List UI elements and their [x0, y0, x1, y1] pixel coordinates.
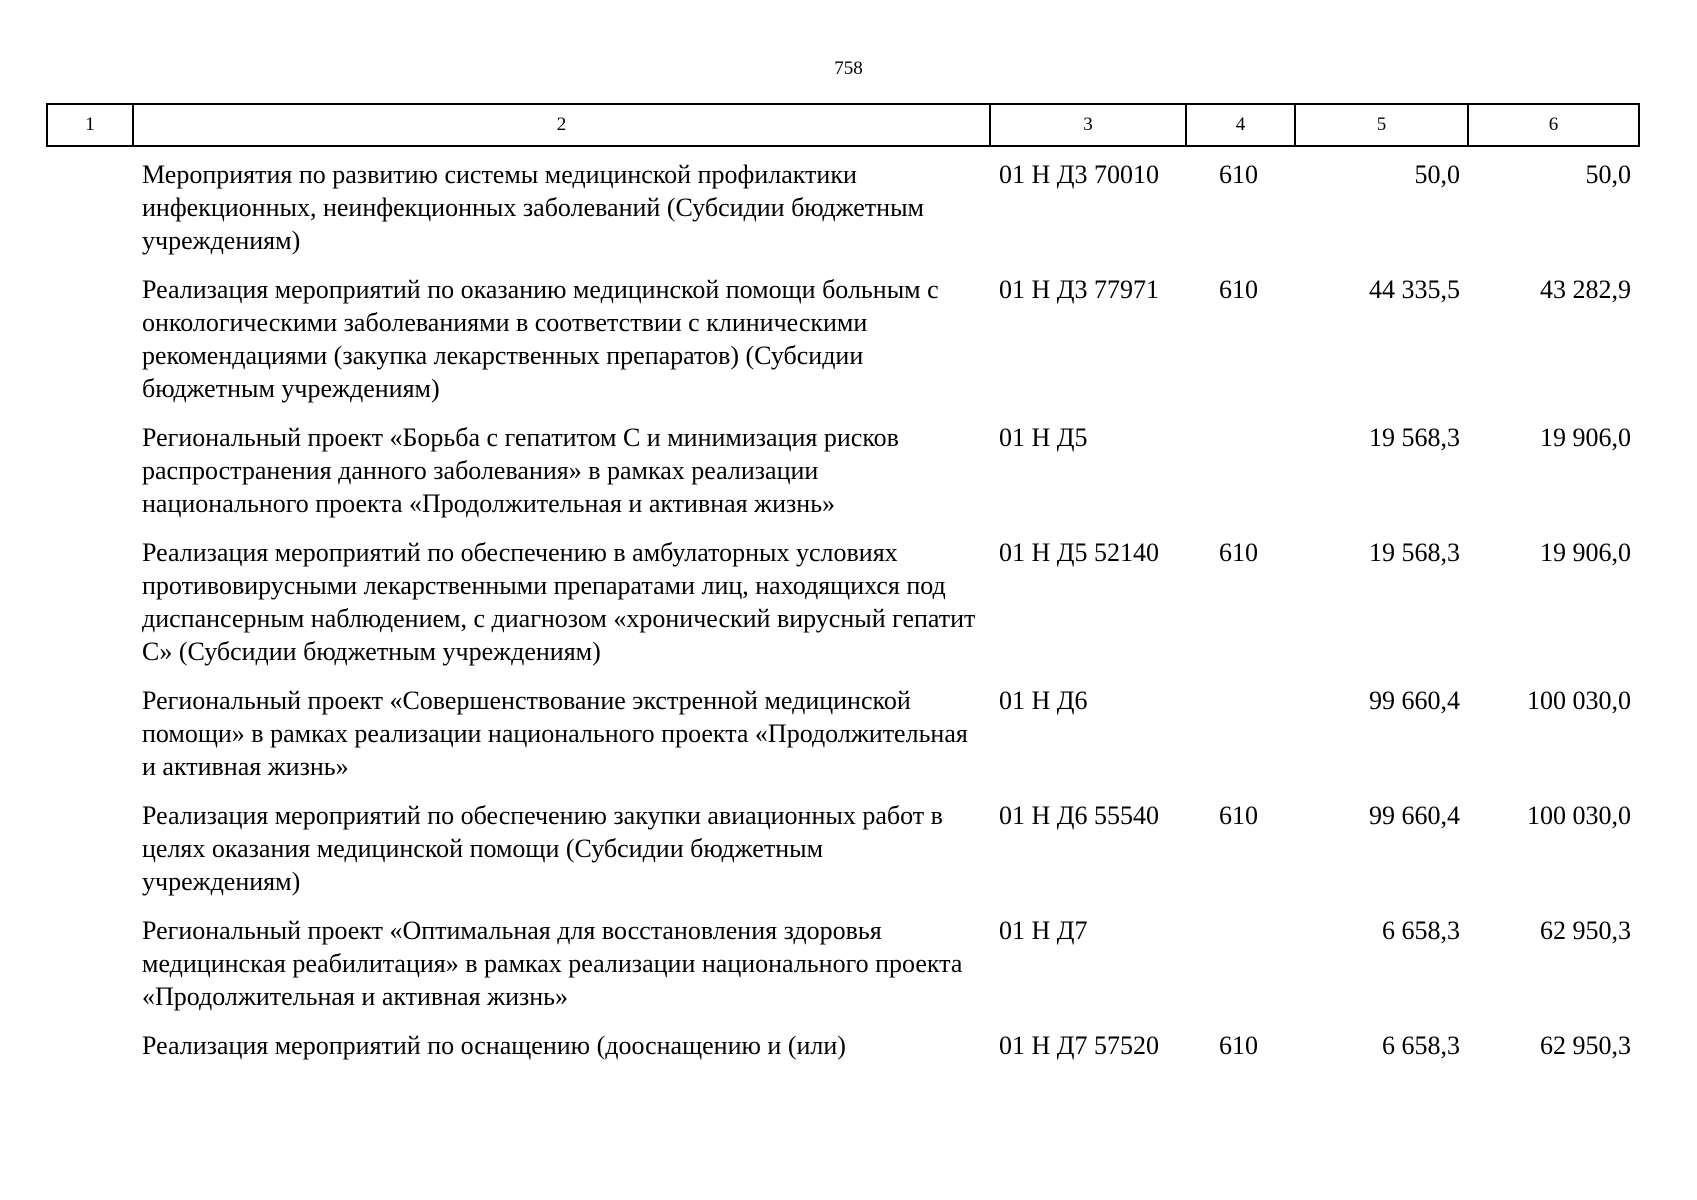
target-article-code: 01 Н Д6 — [999, 686, 1088, 715]
row-number-cell — [47, 536, 133, 684]
budget-table — [46, 103, 1640, 1078]
expense-type: 610 — [1219, 538, 1258, 567]
amount-col-5: 19 568,3 — [1369, 538, 1460, 567]
expense-type: 610 — [1219, 801, 1258, 830]
item-name: Реализация мероприятий по обеспечению закупки авиационных работ в целях оказания медицинской помощи (Субсидии бюджетным учреждениям) — [142, 801, 943, 896]
amount-col-5: 6 658,3 — [1382, 1031, 1460, 1060]
target-article-code: 01 Н Д6 55540 — [999, 801, 1160, 830]
amount-col-6: 43 282,9 — [1540, 275, 1631, 304]
row-number-cell — [47, 146, 133, 273]
amount-col-6: 62 950,3 — [1540, 1031, 1631, 1060]
table-row — [47, 273, 1639, 421]
amount-col-5: 99 660,4 — [1369, 686, 1460, 715]
item-name: Мероприятия по развитию системы медицинской профилактики инфекционных, неинфекционных заболеваний (Субсидии бюджетным учреждениям) — [142, 160, 924, 255]
table-row — [47, 146, 1639, 273]
row-number-cell — [47, 421, 133, 536]
header-col-2: 2 — [133, 104, 990, 146]
amount-col-6: 19 906,0 — [1540, 538, 1631, 567]
amount-col-6: 19 906,0 — [1540, 423, 1631, 452]
target-article-code: 01 Н Д7 — [999, 916, 1088, 945]
table-row — [47, 684, 1639, 799]
expense-type: 610 — [1219, 275, 1258, 304]
target-article-code: 01 Н Д7 57520 — [999, 1031, 1160, 1060]
expense-type — [1186, 421, 1295, 536]
header-col-3: 3 — [990, 104, 1186, 146]
table-row — [47, 421, 1639, 536]
amount-col-6: 50,0 — [1585, 160, 1631, 189]
item-name: Реализация мероприятий по оснащению (дооснащению и (или) — [142, 1031, 846, 1060]
table-body — [47, 146, 1639, 1078]
table-row — [47, 914, 1639, 1029]
table-row — [47, 536, 1639, 684]
amount-col-5: 50,0 — [1414, 160, 1460, 189]
row-number-cell — [47, 684, 133, 799]
row-number-cell — [47, 1029, 133, 1078]
table-row — [47, 799, 1639, 914]
amount-col-6: 62 950,3 — [1540, 916, 1631, 945]
amount-col-6: 100 030,0 — [1527, 801, 1631, 830]
row-number-cell — [47, 799, 133, 914]
header-col-6: 6 — [1468, 104, 1639, 146]
target-article-code: 01 Н Д3 77971 — [999, 275, 1160, 304]
row-number-cell — [47, 914, 133, 1029]
item-name: Региональный проект «Борьба с гепатитом С и минимизация рисков распространения данного заболевания» в рамках реализации национального проекта «Продолжительная и активная жизнь» — [142, 423, 899, 518]
target-article-code: 01 Н Д3 70010 — [999, 160, 1160, 189]
amount-col-5: 6 658,3 — [1382, 916, 1460, 945]
table-header — [47, 104, 1639, 146]
header-col-1: 1 — [47, 104, 133, 146]
target-article-code: 01 Н Д5 52140 — [999, 538, 1160, 567]
item-name: Региональный проект «Оптимальная для восстановления здоровья медицинская реабилитация» в рамках реализации национального проекта «Продолжительная и активная жизнь» — [142, 916, 963, 1011]
amount-col-5: 99 660,4 — [1369, 801, 1460, 830]
expense-type — [1186, 684, 1295, 799]
expense-type — [1186, 914, 1295, 1029]
header-col-4: 4 — [1186, 104, 1295, 146]
amount-col-5: 19 568,3 — [1369, 423, 1460, 452]
expense-type: 610 — [1219, 160, 1258, 189]
amount-col-6: 100 030,0 — [1527, 686, 1631, 715]
item-name: Реализация мероприятий по оказанию медицинской помощи больным с онкологическими заболеваниями в соответствии с клиническими рекомендациями (закупка лекарственных препаратов) (Субсидии бюджетным учреждениям) — [142, 275, 939, 403]
header-row — [47, 104, 1639, 146]
page-number: 758 — [834, 58, 863, 79]
target-article-code: 01 Н Д5 — [999, 423, 1088, 452]
row-number-cell — [47, 273, 133, 421]
item-name: Региональный проект «Совершенствование экстренной медицинской помощи» в рамках реализации национального проекта «Продолжительная и активная жизнь» — [142, 686, 968, 781]
item-name: Реализация мероприятий по обеспечению в амбулаторных условиях противовирусными лекарственными препаратами лиц, находящихся под диспансерным наблюдением, с диагнозом «хронический вирусный гепатит С» (Субсидии бюджетным учреждениям) — [142, 538, 976, 666]
table-row — [47, 1029, 1639, 1078]
expense-type: 610 — [1219, 1031, 1258, 1060]
header-col-5: 5 — [1295, 104, 1468, 146]
amount-col-5: 44 335,5 — [1369, 275, 1460, 304]
